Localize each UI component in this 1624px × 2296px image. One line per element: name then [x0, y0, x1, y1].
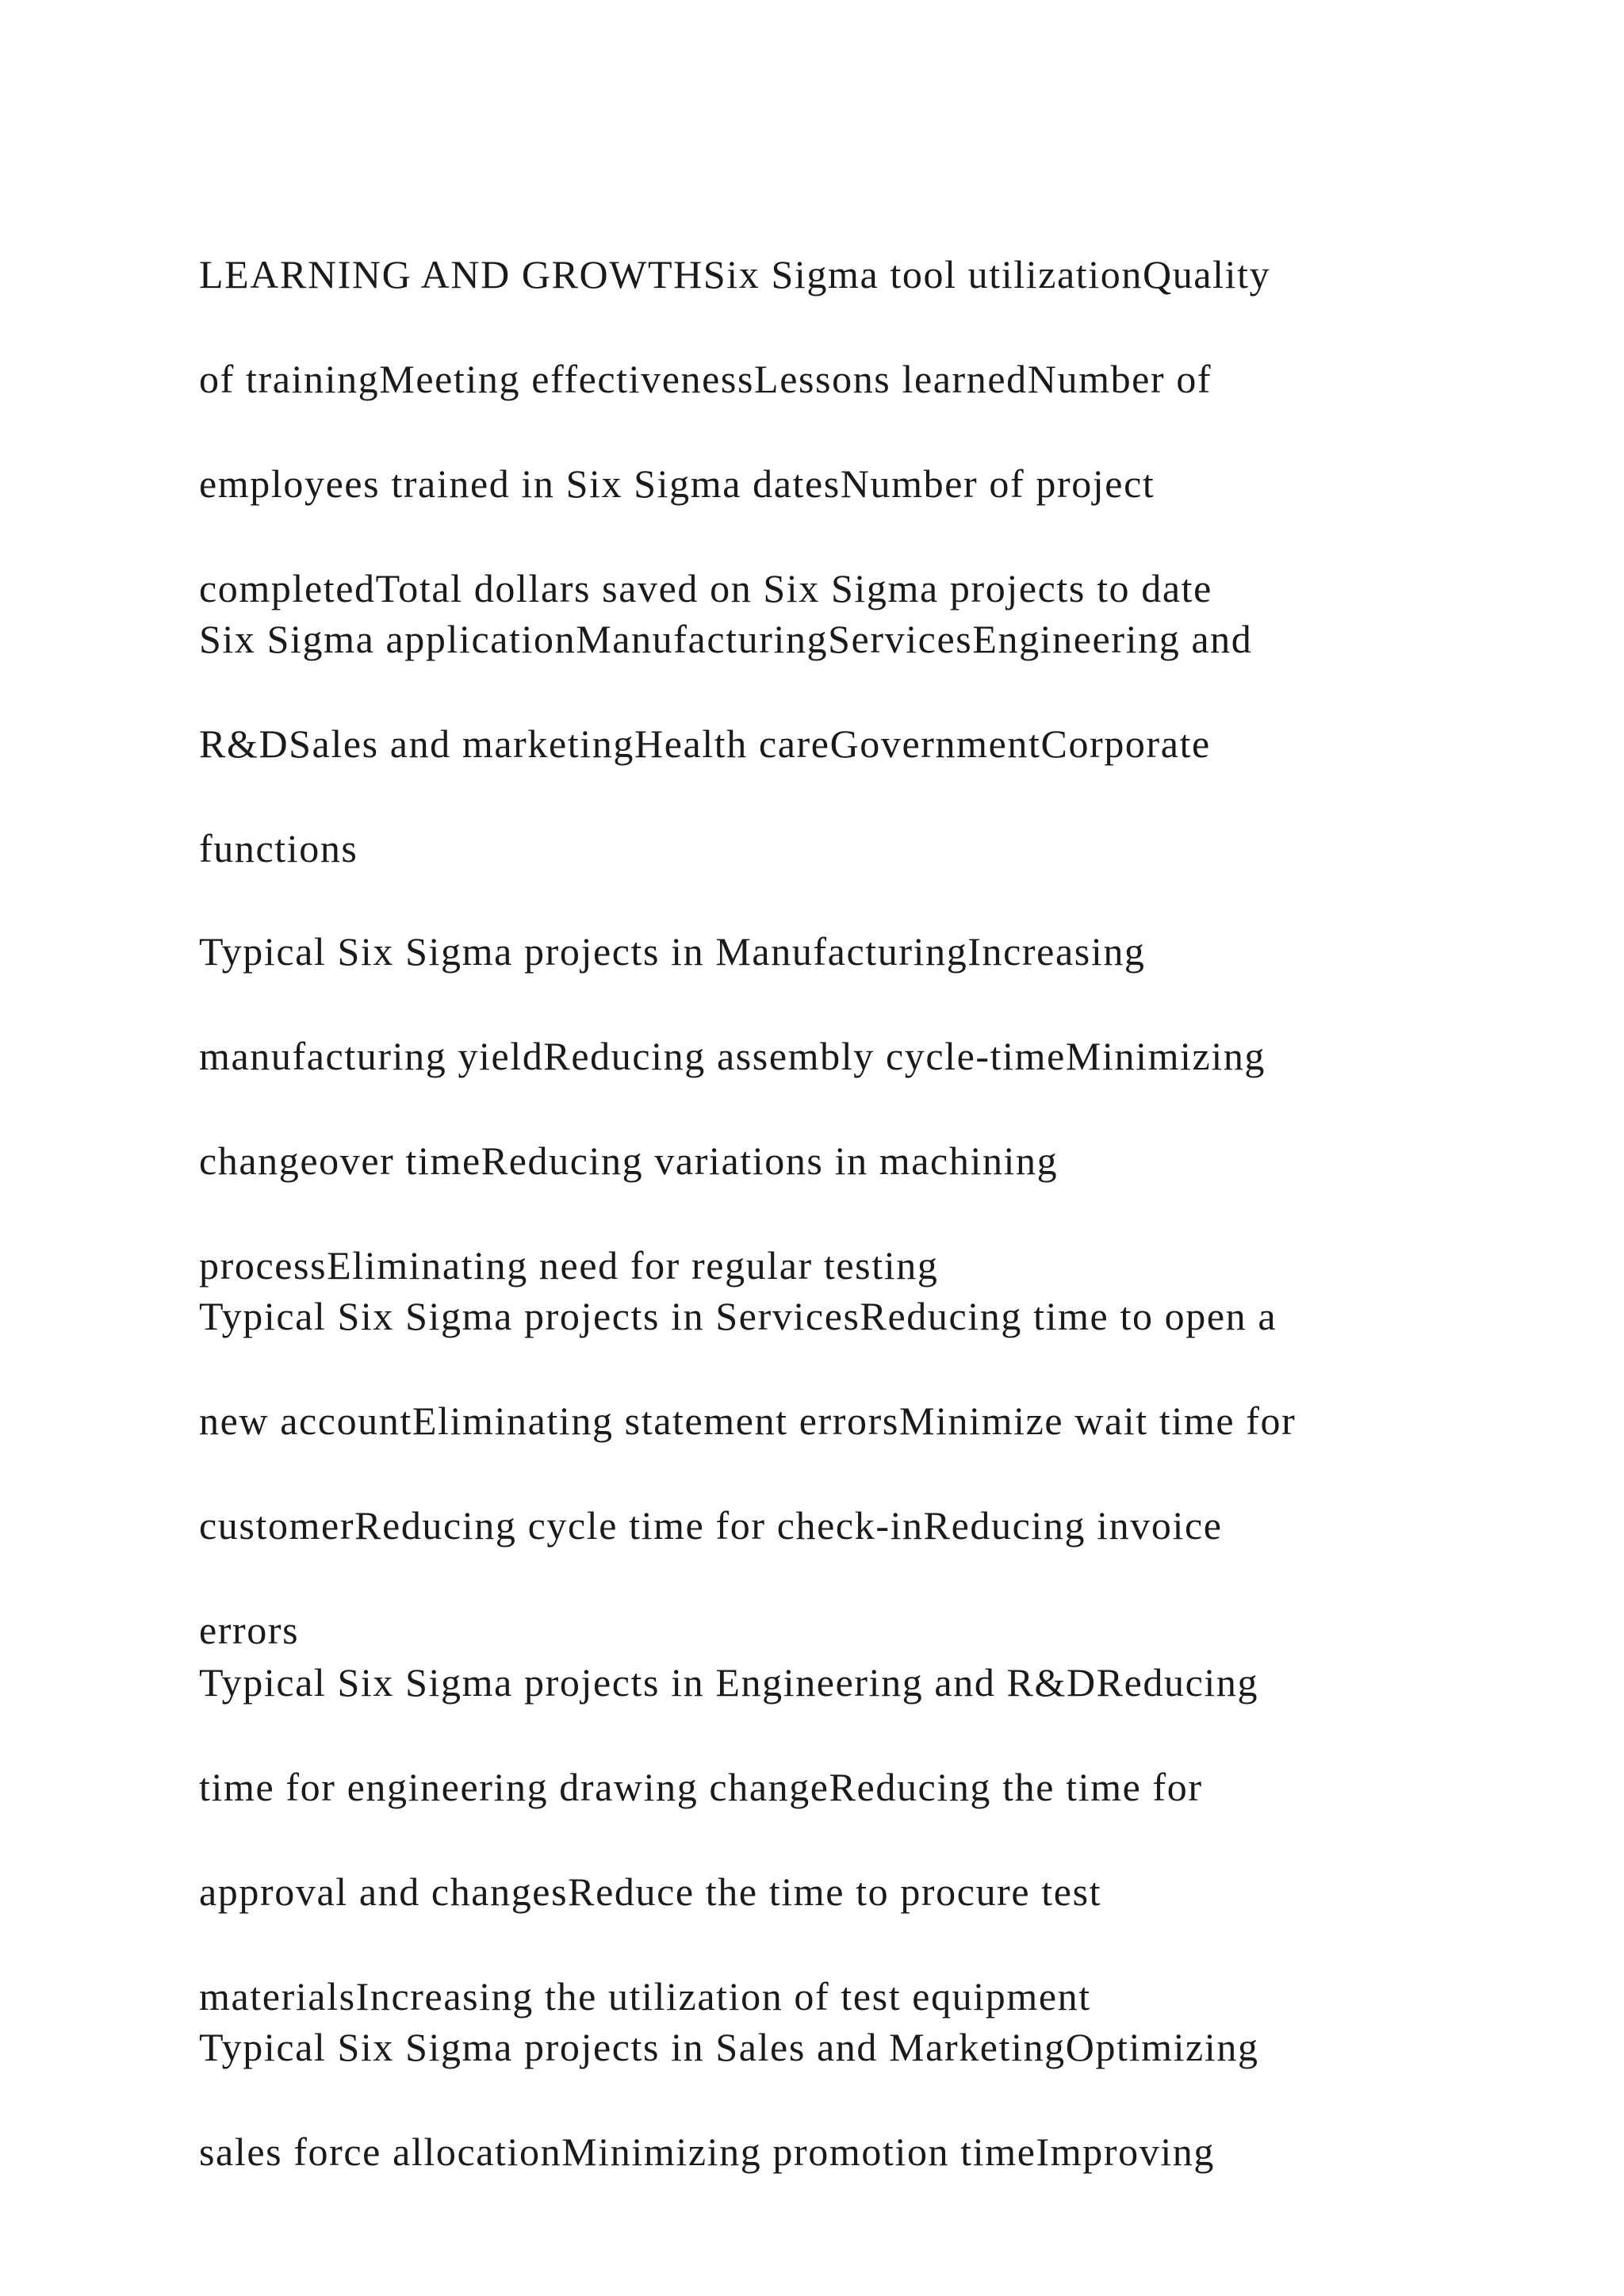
- text-line: Typical Six Sigma projects in ServicesReducing time to open a: [199, 1294, 1277, 1338]
- text-line: manufacturing yieldReducing assembly cycle-timeMinimizing: [199, 1034, 1266, 1078]
- text-line: Typical Six Sigma projects in ManufacturingIncreasing: [199, 929, 1146, 974]
- text-line: time for engineering drawing changeReducing the time for: [199, 1765, 1203, 1809]
- text-line: Typical Six Sigma projects in Engineering and R&DReducing: [199, 1660, 1259, 1705]
- text-line: customerReducing cycle time for check-inReducing invoice: [199, 1503, 1223, 1548]
- text-line: processEliminating need for regular testing: [199, 1243, 939, 1288]
- text-line: Six Sigma applicationManufacturingServicesEngineering and: [199, 617, 1253, 661]
- text-line: sales force allocationMinimizing promotion timeImproving: [199, 2130, 1216, 2174]
- text-line: of trainingMeeting effectivenessLessons learnedNumber of: [199, 357, 1212, 401]
- text-line: LEARNING AND GROWTHSix Sigma tool utilizationQuality: [199, 252, 1271, 297]
- text-line: completedTotal dollars saved on Six Sigma projects to date: [199, 566, 1212, 610]
- text-line: errors: [199, 1608, 300, 1652]
- text-line: materialsIncreasing the utilization of test equipment: [199, 1974, 1091, 2019]
- text-line: Typical Six Sigma projects in Sales and MarketingOptimizing: [199, 2025, 1259, 2069]
- paragraph-sales-marketing-projects: [199, 1969, 1468, 2230]
- paragraph-six-sigma-application: [199, 561, 1468, 927]
- text-line: functions: [199, 826, 358, 871]
- text-line: employees trained in Six Sigma datesNumber of project: [199, 461, 1155, 506]
- text-line: R&DSales and marketingHealth careGovernmentCorporate: [199, 721, 1211, 766]
- text-line: approval and changesReduce the time to procure test: [199, 1869, 1102, 1914]
- text-line: changeover timeReducing variations in machining: [199, 1138, 1059, 1183]
- text-line: new accountEliminating statement errorsMinimize wait time for: [199, 1399, 1297, 1443]
